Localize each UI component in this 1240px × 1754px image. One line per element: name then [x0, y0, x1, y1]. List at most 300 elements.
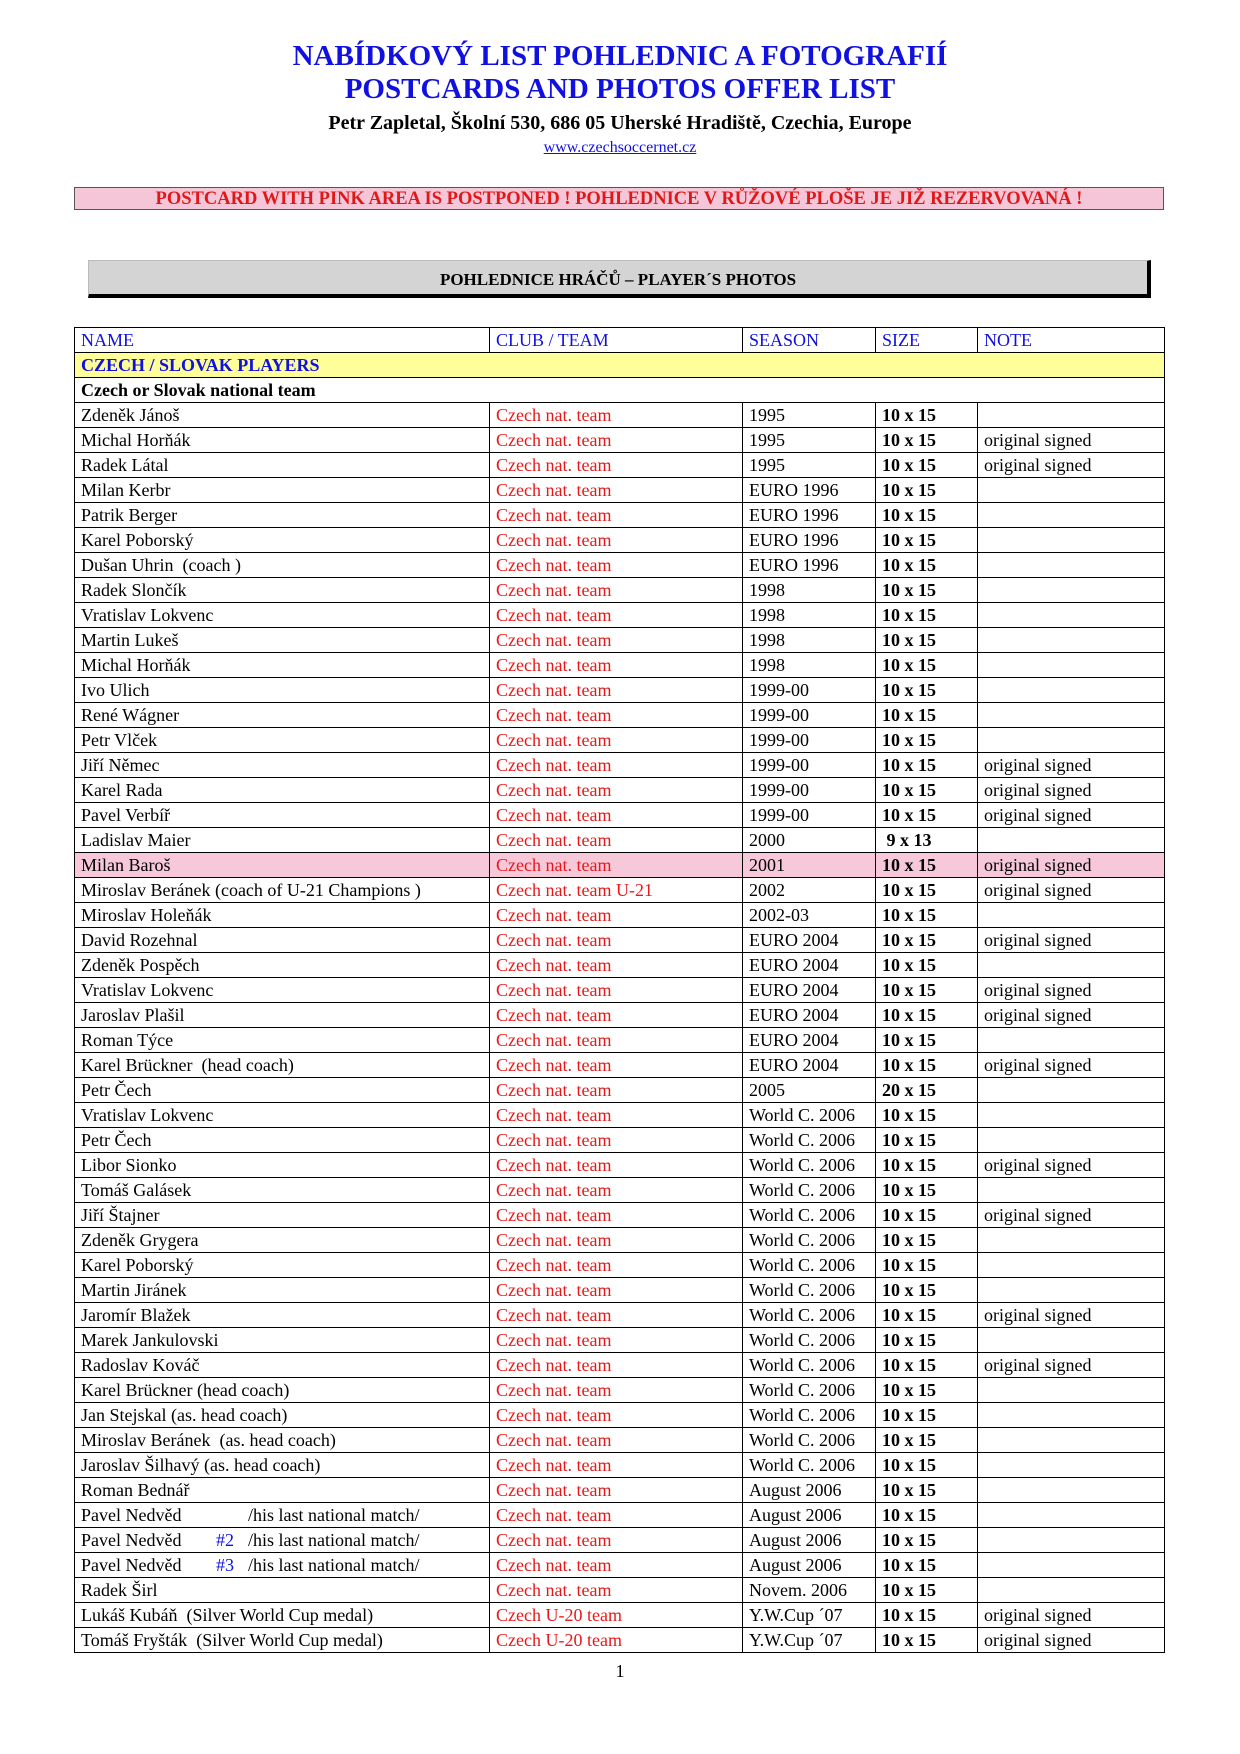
player-name: Zdeněk Pospěch: [75, 953, 490, 978]
club-team: Czech nat. team: [490, 803, 743, 828]
table-row: [75, 428, 1165, 453]
photo-size: 10 x 15: [876, 1478, 978, 1503]
player-name: Libor Sionko: [75, 1153, 490, 1178]
note: [978, 1428, 1165, 1453]
season: 2005: [743, 1078, 876, 1103]
season: 1999-00: [743, 803, 876, 828]
player-name: David Rozehnal: [75, 928, 490, 953]
season: EURO 2004: [743, 953, 876, 978]
photo-size: 10 x 15: [876, 478, 978, 503]
photo-size: 10 x 15: [876, 1378, 978, 1403]
season: 2002: [743, 878, 876, 903]
player-name: Pavel Nedvěd: [81, 1505, 182, 1525]
note: [978, 628, 1165, 653]
table-row: [75, 1228, 1165, 1253]
table-row: [75, 478, 1165, 503]
player-name: Tomáš Fryšták (Silver World Cup medal): [75, 1628, 490, 1653]
note: original signed: [978, 1003, 1165, 1028]
season: 2000: [743, 828, 876, 853]
note: [978, 1128, 1165, 1153]
club-team: Czech nat. team: [490, 1403, 743, 1428]
note: [978, 1253, 1165, 1278]
club-team: Czech nat. team: [490, 1353, 743, 1378]
season: 1998: [743, 653, 876, 678]
photo-size: 10 x 15: [876, 1528, 978, 1553]
note: original signed: [978, 1053, 1165, 1078]
note: [978, 1228, 1165, 1253]
note: original signed: [978, 1603, 1165, 1628]
club-team: Czech nat. team: [490, 853, 743, 878]
table-row: [75, 1053, 1165, 1078]
table-row: [75, 803, 1165, 828]
table-row: [75, 753, 1165, 778]
club-team: Czech nat. team: [490, 478, 743, 503]
season: 1999-00: [743, 778, 876, 803]
note: [978, 1478, 1165, 1503]
table-row: [75, 453, 1165, 478]
table-row: [75, 1103, 1165, 1128]
club-team: Czech nat. team: [490, 1153, 743, 1178]
note: [978, 953, 1165, 978]
club-team: Czech nat. team: [490, 653, 743, 678]
note: [978, 1578, 1165, 1603]
player-name-cell: [75, 1553, 490, 1578]
player-name: Patrik Berger: [75, 503, 490, 528]
season: World C. 2006: [743, 1178, 876, 1203]
season: August 2006: [743, 1478, 876, 1503]
club-team: Czech nat. team: [490, 728, 743, 753]
subcategory-label: Czech or Slovak national team: [75, 378, 1165, 403]
photo-size: 10 x 15: [876, 1103, 978, 1128]
table-row: [75, 1603, 1165, 1628]
club-team: Czech nat. team: [490, 703, 743, 728]
player-name: Petr Čech: [75, 1128, 490, 1153]
club-team: Czech nat. team: [490, 1228, 743, 1253]
photo-size: 10 x 15: [876, 753, 978, 778]
photo-size: 10 x 15: [876, 1253, 978, 1278]
photo-size: 10 x 15: [876, 653, 978, 678]
note: [978, 1503, 1165, 1528]
note: [978, 653, 1165, 678]
offer-table: [74, 327, 1165, 1653]
photo-size: 10 x 15: [876, 853, 978, 878]
note: original signed: [978, 428, 1165, 453]
photo-size: 10 x 15: [876, 578, 978, 603]
note: [978, 903, 1165, 928]
title-english: POSTCARDS AND PHOTOS OFFER LIST: [344, 73, 896, 105]
website-link[interactable]: www.czechsoccernet.cz: [543, 139, 697, 156]
club-team: Czech nat. team: [490, 1278, 743, 1303]
season: 1999-00: [743, 728, 876, 753]
table-row: [75, 678, 1165, 703]
season: 1995: [743, 428, 876, 453]
table-row: [75, 903, 1165, 928]
season: EURO 1996: [743, 478, 876, 503]
title-czech: NABÍDKOVÝ LIST POHLEDNIC A FOTOGRAFIÍ: [292, 40, 948, 72]
player-name: Martin Lukeš: [75, 628, 490, 653]
table-row: [75, 1528, 1165, 1553]
table-row: [75, 603, 1165, 628]
column-header-season: SEASON: [743, 328, 876, 353]
club-team: Czech U-20 team: [490, 1628, 743, 1653]
table-row: [75, 1128, 1165, 1153]
note: [978, 578, 1165, 603]
player-name: Michal Horňák: [75, 653, 490, 678]
club-team: Czech nat. team: [490, 1078, 743, 1103]
player-name: Zdeněk Jánoš: [75, 403, 490, 428]
club-team: Czech nat. team: [490, 503, 743, 528]
photo-size: 10 x 15: [876, 1353, 978, 1378]
note: original signed: [978, 928, 1165, 953]
player-name: Petr Vlček: [75, 728, 490, 753]
player-name: Karel Brückner (head coach): [75, 1378, 490, 1403]
photo-size: 10 x 15: [876, 1128, 978, 1153]
player-name: Karel Rada: [75, 778, 490, 803]
subcategory-row: [75, 378, 1165, 403]
club-team: Czech nat. team: [490, 428, 743, 453]
photo-size: 10 x 15: [876, 403, 978, 428]
photo-size: 10 x 15: [876, 678, 978, 703]
note: [978, 478, 1165, 503]
note: [978, 1103, 1165, 1128]
photo-size: 10 x 15: [876, 978, 978, 1003]
note: original signed: [978, 1203, 1165, 1228]
player-name: Miroslav Holeňák: [75, 903, 490, 928]
photo-size: 10 x 15: [876, 1428, 978, 1453]
note: original signed: [978, 1353, 1165, 1378]
table-row: [75, 1028, 1165, 1053]
club-team: Czech nat. team: [490, 1553, 743, 1578]
season: World C. 2006: [743, 1428, 876, 1453]
season: EURO 1996: [743, 503, 876, 528]
note: original signed: [978, 853, 1165, 878]
seller-address: Petr Zapletal, Školní 530, 686 05 Uherské Hradiště, Czechia, Europe: [328, 112, 912, 134]
table-row: [75, 1203, 1165, 1228]
season: World C. 2006: [743, 1103, 876, 1128]
club-team: Czech nat. team: [490, 1328, 743, 1353]
column-header-name: NAME: [75, 328, 490, 353]
season: World C. 2006: [743, 1453, 876, 1478]
photo-size: 10 x 15: [876, 928, 978, 953]
table-row: [75, 1178, 1165, 1203]
note: [978, 603, 1165, 628]
season: World C. 2006: [743, 1278, 876, 1303]
club-team: Czech nat. team: [490, 978, 743, 1003]
season: August 2006: [743, 1503, 876, 1528]
club-team: Czech nat. team: [490, 628, 743, 653]
club-team: Czech nat. team: [490, 1203, 743, 1228]
note: original signed: [978, 1153, 1165, 1178]
name-suffix: /his last national match/: [248, 1530, 420, 1550]
note: [978, 1528, 1165, 1553]
player-name: Zdeněk Grygera: [75, 1228, 490, 1253]
club-team: Czech nat. team: [490, 1378, 743, 1403]
table-row: [75, 978, 1165, 1003]
table-row: [75, 928, 1165, 953]
photo-size: 10 x 15: [876, 778, 978, 803]
photo-number: #3: [216, 1555, 234, 1575]
name-suffix: /his last national match/: [248, 1505, 420, 1525]
season: EURO 2004: [743, 1003, 876, 1028]
season: World C. 2006: [743, 1228, 876, 1253]
photo-size: 10 x 15: [876, 1503, 978, 1528]
note: [978, 1403, 1165, 1428]
note: original signed: [978, 978, 1165, 1003]
note: original signed: [978, 1303, 1165, 1328]
photo-size: 10 x 15: [876, 803, 978, 828]
season: Novem. 2006: [743, 1578, 876, 1603]
season: 1999-00: [743, 753, 876, 778]
player-name: Jan Stejskal (as. head coach): [75, 1403, 490, 1428]
season: EURO 2004: [743, 1053, 876, 1078]
club-team: Czech nat. team: [490, 1303, 743, 1328]
table-row: [75, 728, 1165, 753]
player-name-cell: [75, 1528, 490, 1553]
club-team: Czech nat. team: [490, 903, 743, 928]
table-row: [75, 1553, 1165, 1578]
player-name: Miroslav Beránek (as. head coach): [75, 1428, 490, 1453]
season: Y.W.Cup ´07: [743, 1603, 876, 1628]
club-team: Czech nat. team: [490, 528, 743, 553]
table-row: [75, 828, 1165, 853]
photo-size: 10 x 15: [876, 1153, 978, 1178]
category-label: CZECH / SLOVAK PLAYERS: [75, 353, 1165, 378]
club-team: Czech nat. team: [490, 1253, 743, 1278]
player-name: Milan Baroš: [75, 853, 490, 878]
player-name: Pavel Nedvěd: [81, 1530, 182, 1550]
club-team: Czech nat. team U-21: [490, 878, 743, 903]
club-team: Czech nat. team: [490, 453, 743, 478]
photo-size: 10 x 15: [876, 1328, 978, 1353]
club-team: Czech nat. team: [490, 778, 743, 803]
note: [978, 1453, 1165, 1478]
table-row: [75, 403, 1165, 428]
table-row: [75, 1453, 1165, 1478]
table-row: [75, 1628, 1165, 1653]
season: EURO 2004: [743, 1028, 876, 1053]
club-team: Czech nat. team: [490, 1478, 743, 1503]
season: World C. 2006: [743, 1303, 876, 1328]
player-name: Karel Poborský: [75, 528, 490, 553]
note: [978, 1078, 1165, 1103]
photo-size: 10 x 15: [876, 903, 978, 928]
table-header-row: [75, 328, 1165, 353]
photo-size: 10 x 15: [876, 1403, 978, 1428]
player-name: Dušan Uhrin (coach ): [75, 553, 490, 578]
club-team: Czech nat. team: [490, 1178, 743, 1203]
season: 1998: [743, 628, 876, 653]
season: World C. 2006: [743, 1203, 876, 1228]
season: 1999-00: [743, 678, 876, 703]
player-name: Jaromír Blažek: [75, 1303, 490, 1328]
season: EURO 2004: [743, 978, 876, 1003]
table-row: [75, 528, 1165, 553]
season: 1995: [743, 403, 876, 428]
season: EURO 1996: [743, 528, 876, 553]
season: 2002-03: [743, 903, 876, 928]
player-name: Radek Slončík: [75, 578, 490, 603]
player-name: Jiří Štajner: [75, 1203, 490, 1228]
note: original signed: [978, 778, 1165, 803]
page-number: 1: [615, 1661, 625, 1681]
note: original signed: [978, 1628, 1165, 1653]
table-row: [75, 1503, 1165, 1528]
player-name: Radoslav Kováč: [75, 1353, 490, 1378]
player-name: Vratislav Lokvenc: [75, 1103, 490, 1128]
note: [978, 1378, 1165, 1403]
note: [978, 1278, 1165, 1303]
table-row: [75, 553, 1165, 578]
club-team: Czech nat. team: [490, 1003, 743, 1028]
season: World C. 2006: [743, 1253, 876, 1278]
season: Y.W.Cup ´07: [743, 1628, 876, 1653]
season: 1998: [743, 578, 876, 603]
table-row: [75, 1153, 1165, 1178]
table-row: [75, 578, 1165, 603]
season: World C. 2006: [743, 1328, 876, 1353]
club-team: Czech nat. team: [490, 953, 743, 978]
player-name: Lukáš Kubáň (Silver World Cup medal): [75, 1603, 490, 1628]
photo-size: 10 x 15: [876, 1278, 978, 1303]
table-row: [75, 1003, 1165, 1028]
season: 2001: [743, 853, 876, 878]
table-row: [75, 1428, 1165, 1453]
name-suffix: /his last national match/: [248, 1555, 420, 1575]
note: [978, 828, 1165, 853]
section-title: POHLEDNICE HRÁČŮ – PLAYER´S PHOTOS: [88, 260, 1151, 298]
season: World C. 2006: [743, 1378, 876, 1403]
player-name: Ladislav Maier: [75, 828, 490, 853]
season: 1995: [743, 453, 876, 478]
club-team: Czech nat. team: [490, 1503, 743, 1528]
table-row: [75, 853, 1165, 878]
photo-size: 10 x 15: [876, 878, 978, 903]
photo-size: 10 x 15: [876, 453, 978, 478]
photo-size: 10 x 15: [876, 1178, 978, 1203]
table-row: [75, 503, 1165, 528]
club-team: Czech nat. team: [490, 603, 743, 628]
photo-size: 10 x 15: [876, 1028, 978, 1053]
player-name: Marek Jankulovski: [75, 1328, 490, 1353]
player-name: Jiří Němec: [75, 753, 490, 778]
table-row: [75, 778, 1165, 803]
club-team: Czech nat. team: [490, 1528, 743, 1553]
season: August 2006: [743, 1553, 876, 1578]
table-row: [75, 1278, 1165, 1303]
player-name: Ivo Ulich: [75, 678, 490, 703]
player-name: Pavel Verbíř: [75, 803, 490, 828]
photo-size: 10 x 15: [876, 1203, 978, 1228]
club-team: Czech nat. team: [490, 828, 743, 853]
photo-size: 9 x 13: [876, 828, 978, 853]
player-name: Karel Brückner (head coach): [75, 1053, 490, 1078]
player-name: Milan Kerbr: [75, 478, 490, 503]
photo-size: 10 x 15: [876, 1003, 978, 1028]
note: original signed: [978, 878, 1165, 903]
column-header-note: NOTE: [978, 328, 1165, 353]
season: EURO 2004: [743, 928, 876, 953]
table-row: [75, 1378, 1165, 1403]
club-team: Czech nat. team: [490, 753, 743, 778]
club-team: Czech nat. team: [490, 403, 743, 428]
club-team: Czech nat. team: [490, 1578, 743, 1603]
category-row: [75, 353, 1165, 378]
table-row: [75, 1328, 1165, 1353]
reserved-notice: POSTCARD WITH PINK AREA IS POSTPONED ! POHLEDNICE V RŮŽOVÉ PLOŠE JE JIŽ REZERVOVANÁ !: [74, 187, 1164, 210]
note: [978, 1028, 1165, 1053]
club-team: Czech nat. team: [490, 553, 743, 578]
player-name: Petr Čech: [75, 1078, 490, 1103]
player-name: Roman Týce: [75, 1028, 490, 1053]
note: [978, 728, 1165, 753]
table-row: [75, 878, 1165, 903]
photo-size: 10 x 15: [876, 428, 978, 453]
player-name: Vratislav Lokvenc: [75, 978, 490, 1003]
photo-size: 20 x 15: [876, 1078, 978, 1103]
note: [978, 553, 1165, 578]
photo-size: 10 x 15: [876, 1303, 978, 1328]
photo-size: 10 x 15: [876, 628, 978, 653]
photo-size: 10 x 15: [876, 553, 978, 578]
player-name: Pavel Nedvěd: [81, 1555, 182, 1575]
photo-size: 10 x 15: [876, 728, 978, 753]
photo-size: 10 x 15: [876, 1628, 978, 1653]
table-row: [75, 1478, 1165, 1503]
photo-size: 10 x 15: [876, 603, 978, 628]
table-row: [75, 653, 1165, 678]
table-row: [75, 1253, 1165, 1278]
note: [978, 1328, 1165, 1353]
note: [978, 528, 1165, 553]
season: 1998: [743, 603, 876, 628]
photo-size: 10 x 15: [876, 503, 978, 528]
player-name: René Wágner: [75, 703, 490, 728]
player-name: Radek Širl: [75, 1578, 490, 1603]
photo-size: 10 x 15: [876, 1453, 978, 1478]
club-team: Czech U-20 team: [490, 1603, 743, 1628]
player-name: Jaroslav Šilhavý (as. head coach): [75, 1453, 490, 1478]
season: World C. 2006: [743, 1403, 876, 1428]
table-row: [75, 1578, 1165, 1603]
note: [978, 1178, 1165, 1203]
player-name: Tomáš Galásek: [75, 1178, 490, 1203]
season: August 2006: [743, 1528, 876, 1553]
page-header: [0, 40, 1240, 158]
note: original signed: [978, 753, 1165, 778]
photo-size: 10 x 15: [876, 1578, 978, 1603]
table-row: [75, 1403, 1165, 1428]
club-team: Czech nat. team: [490, 1453, 743, 1478]
table-row: [75, 703, 1165, 728]
column-header-size: SIZE: [876, 328, 978, 353]
club-team: Czech nat. team: [490, 578, 743, 603]
table-row: [75, 628, 1165, 653]
player-name: Roman Bednář: [75, 1478, 490, 1503]
photo-size: 10 x 15: [876, 1553, 978, 1578]
table-row: [75, 953, 1165, 978]
photo-size: 10 x 15: [876, 1603, 978, 1628]
player-name: Martin Jiránek: [75, 1278, 490, 1303]
club-team: Czech nat. team: [490, 1128, 743, 1153]
player-name: Jaroslav Plašil: [75, 1003, 490, 1028]
note: [978, 503, 1165, 528]
note: [978, 678, 1165, 703]
note: original signed: [978, 453, 1165, 478]
player-name: Michal Horňák: [75, 428, 490, 453]
player-name-cell: [75, 1503, 490, 1528]
player-name: Karel Poborský: [75, 1253, 490, 1278]
table-row: [75, 1078, 1165, 1103]
